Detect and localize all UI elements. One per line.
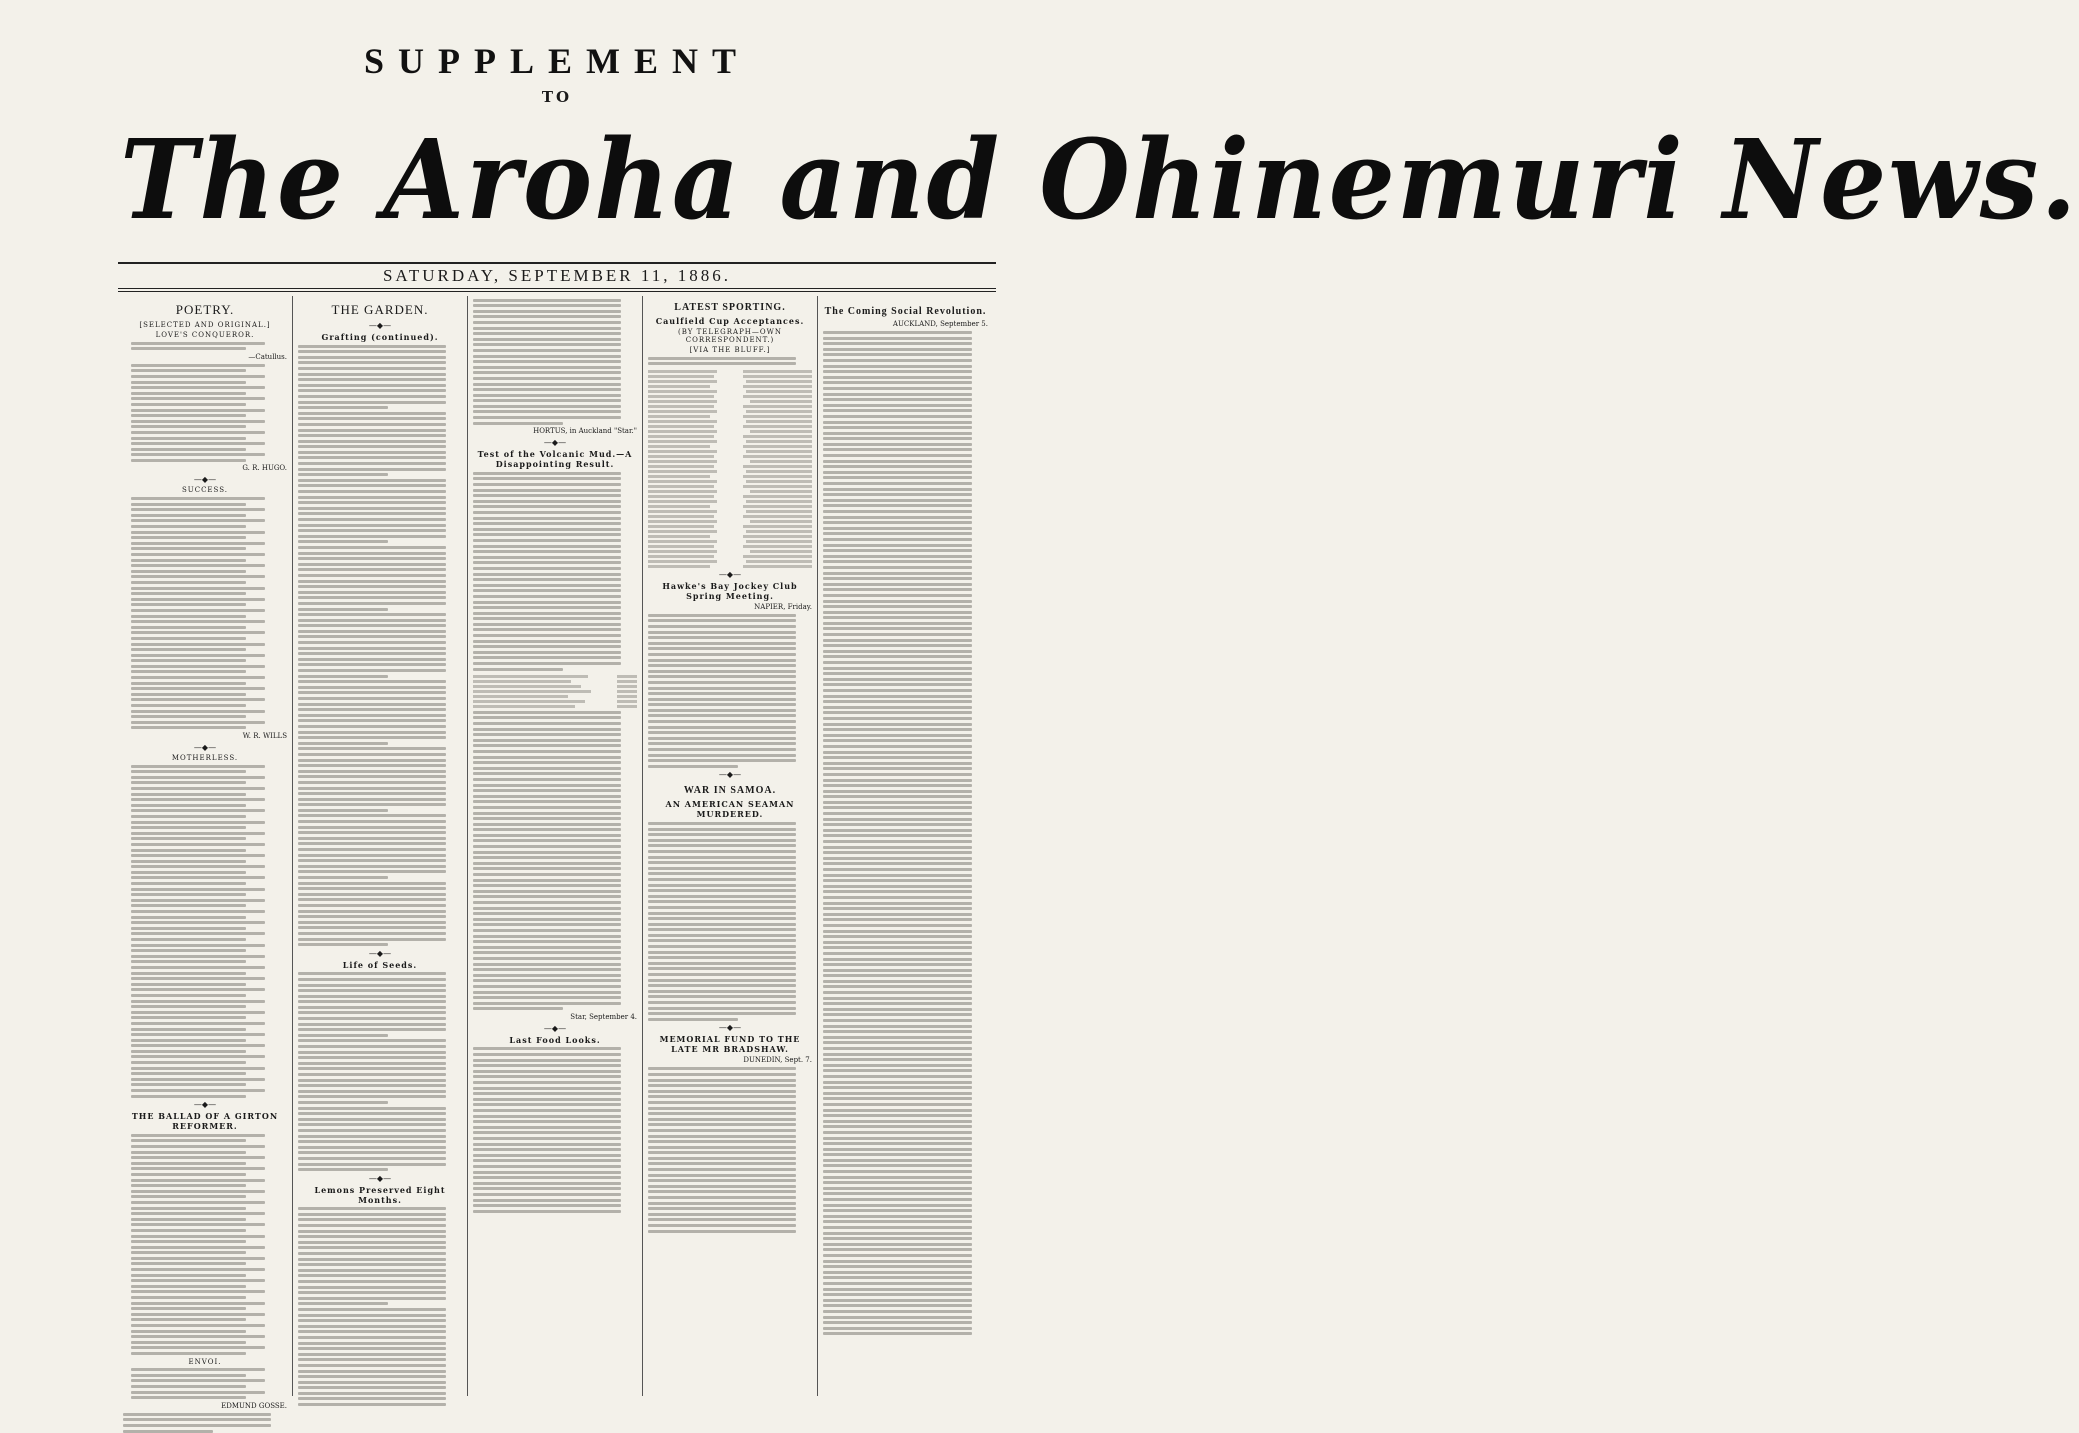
article-text bbox=[473, 299, 637, 425]
to-label: TO bbox=[541, 88, 573, 106]
dateline-napier: NAPIER, Friday. bbox=[754, 602, 812, 611]
poem-title-ballad: THE BALLAD OF A GIRTON REFORMER. bbox=[131, 1111, 279, 1132]
poem-body bbox=[123, 364, 287, 462]
lemons-subheading: Lemons Preserved Eight Months. bbox=[314, 1184, 446, 1205]
article-text bbox=[823, 331, 988, 1335]
poem-envoi: ENVOI. bbox=[188, 1357, 222, 1366]
masthead-rule-bottom bbox=[118, 288, 996, 292]
dateline-dunedin: DUNEDIN, Sept. 7. bbox=[743, 1056, 812, 1065]
samoa-subheading: AN AMERICAN SEAMAN MURDERED. bbox=[665, 799, 795, 820]
grafting-subheading: Grafting (continued). bbox=[321, 332, 439, 342]
volcanic-mud-heading: Test of the Volcanic Mud.—A Disappointing Result. bbox=[477, 449, 633, 470]
divider: —◆— bbox=[718, 770, 742, 780]
article-columns bbox=[118, 296, 996, 1410]
column-sporting bbox=[643, 296, 818, 1396]
poem-body bbox=[123, 765, 287, 1098]
poem-attribution: —Catullus. bbox=[248, 352, 287, 361]
last-food-heading: Last Food Looks. bbox=[509, 1034, 601, 1045]
dateline-auckland: AUCKLAND, September 5. bbox=[892, 320, 988, 328]
article-byline: Star, September 4. bbox=[570, 1012, 637, 1021]
article-text bbox=[298, 1207, 462, 1406]
divider: —◆— bbox=[368, 321, 392, 330]
article-text bbox=[648, 357, 812, 366]
sporting-heading: LATEST SPORTING. bbox=[674, 302, 786, 313]
column-poetry bbox=[118, 296, 293, 1410]
revolution-heading: The Coming Social Revolution. bbox=[824, 306, 987, 317]
poetry-note: [SELECTED AND ORIGINAL.] bbox=[139, 321, 271, 329]
caulfield-acceptances-table bbox=[648, 368, 812, 568]
article-text bbox=[648, 822, 812, 1021]
article-text bbox=[648, 1067, 812, 1232]
divider: —◆— bbox=[193, 743, 217, 752]
poetry-heading: POETRY. bbox=[175, 302, 235, 317]
divider: —◆— bbox=[543, 438, 567, 448]
supplement-banner: SUPPLEMENT bbox=[363, 41, 751, 81]
poem-attribution: G. R. HUGO. bbox=[242, 464, 287, 473]
issue-dateline: SATURDAY, SEPTEMBER 11, 1886. bbox=[382, 266, 732, 285]
life-seeds-subheading: Life of Seeds. bbox=[342, 959, 418, 970]
divider: —◆— bbox=[718, 1023, 742, 1033]
via-bluff-note: [VIA THE BLUFF.] bbox=[689, 346, 771, 354]
poem-body bbox=[123, 1368, 287, 1399]
garden-heading: THE GARDEN. bbox=[331, 302, 429, 317]
divider: —◆— bbox=[718, 569, 742, 579]
article-text bbox=[298, 972, 462, 1171]
column-social-revolution bbox=[818, 296, 993, 1396]
mud-test-table bbox=[473, 673, 637, 708]
divider: —◆— bbox=[193, 1100, 217, 1110]
divider: —◆— bbox=[368, 1173, 392, 1183]
samoa-heading: WAR IN SAMOA. bbox=[683, 785, 777, 797]
article-text bbox=[473, 472, 637, 671]
paragraph bbox=[123, 1413, 287, 1433]
poem-epigraph bbox=[123, 342, 287, 351]
poem-title-success: SUCCESS. bbox=[182, 486, 228, 495]
article-text bbox=[648, 614, 812, 768]
article-text bbox=[473, 711, 637, 1010]
poem-attribution: EDMUND GOSSE. bbox=[221, 1401, 287, 1410]
poem-body bbox=[123, 497, 287, 729]
memorial-heading: MEMORIAL FUND TO THE LATE MR BRADSHAW. bbox=[659, 1034, 801, 1055]
poem-title-loves-conqueror: LOVE'S CONQUEROR. bbox=[155, 331, 255, 339]
column-garden bbox=[293, 296, 468, 1396]
divider: —◆— bbox=[193, 475, 217, 485]
column-volcanic-mud bbox=[468, 296, 643, 1396]
poem-body bbox=[123, 1134, 287, 1355]
hawkes-bay-subheading: Hawke's Bay Jockey Club Spring Meeting. bbox=[662, 580, 798, 601]
poem-title-motherless: MOTHERLESS. bbox=[171, 754, 239, 762]
article-text bbox=[298, 345, 462, 947]
telegraph-note: (BY TELEGRAPH—OWN CORRESPONDENT.) bbox=[678, 328, 782, 344]
caulfield-subheading: Caulfield Cup Acceptances. bbox=[655, 316, 805, 326]
newspaper-masthead: The Aroha and Ohinemuri News. bbox=[120, 114, 2079, 245]
article-byline: HORTUS, in Auckland "Star." bbox=[533, 427, 637, 436]
divider: —◆— bbox=[543, 1023, 567, 1033]
article-text bbox=[473, 1047, 637, 1212]
divider: —◆— bbox=[368, 948, 392, 958]
masthead-rule-top bbox=[118, 262, 996, 264]
poem-attribution: W. R. WILLS bbox=[242, 732, 287, 740]
